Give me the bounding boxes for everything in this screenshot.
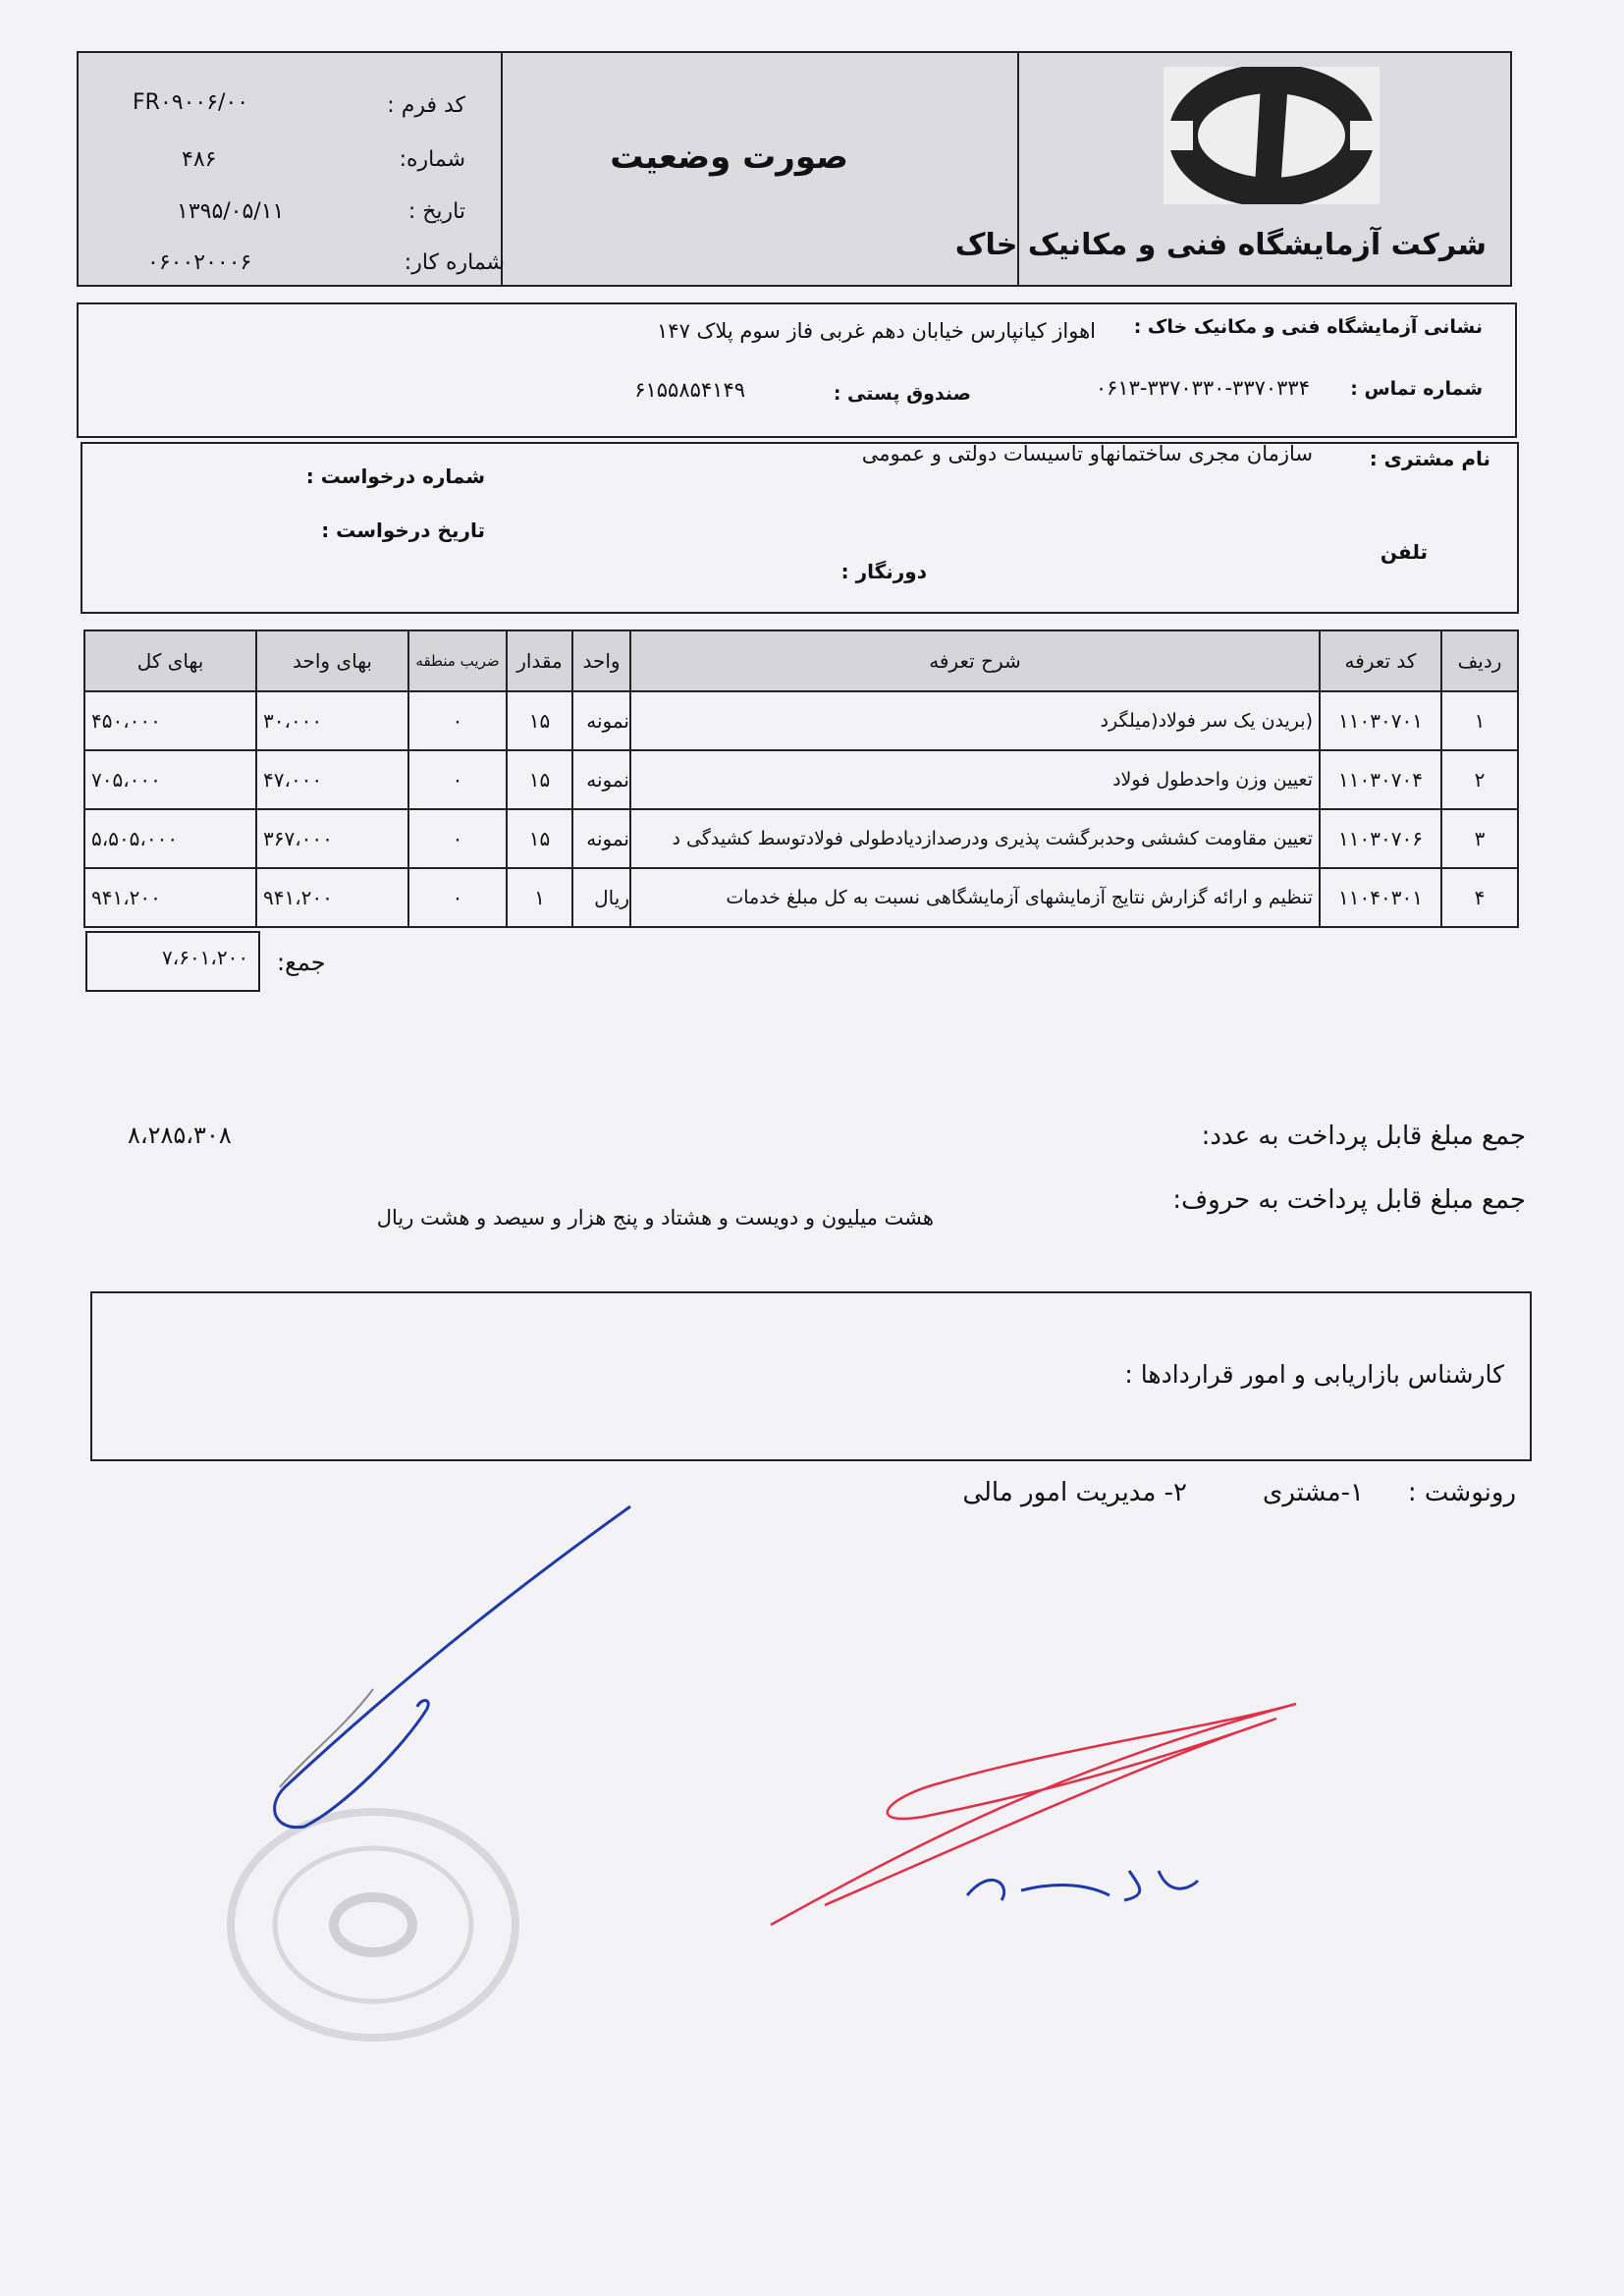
page-title: صورت وضعیت xyxy=(610,137,848,177)
table-cell: ۵،۵۰۵،۰۰۰ xyxy=(84,809,256,868)
pobox-value: ۶۱۵۵۸۵۴۱۴۹ xyxy=(634,378,745,402)
payable-words-label: جمع مبلغ قابل پرداخت به حروف: xyxy=(1172,1185,1526,1215)
expert-label: کارشناس بازاریابی و امور قراردادها : xyxy=(1124,1360,1504,1389)
table-cell: نمونه xyxy=(572,750,630,809)
table-cell: ۱۵ xyxy=(507,750,572,809)
payable-words: هشت میلیون و دویست و هشتاد و پنج هزار و سیصد و هشت ریال xyxy=(376,1206,934,1230)
table-cell: ۴۵۰،۰۰۰ xyxy=(84,691,256,750)
request-number-label: شماره درخواست : xyxy=(305,465,485,488)
request-date-label: تاریخ درخواست : xyxy=(321,519,485,542)
table-cell: ۰ xyxy=(408,691,507,750)
table-cell: ۰ xyxy=(408,750,507,809)
table-cell: ۱ xyxy=(1441,691,1518,750)
table-cell: ۱۱۰۳۰۷۰۱ xyxy=(1320,691,1441,750)
table-cell: ۳۰،۰۰۰ xyxy=(256,691,408,750)
company-logo xyxy=(1164,67,1380,204)
copy-recipient: ۱-مشتری xyxy=(1262,1478,1364,1507)
table-cell: ۴ xyxy=(1441,868,1518,927)
table-row xyxy=(84,809,1518,868)
table-row xyxy=(84,868,1518,927)
col-header: بهای کل xyxy=(84,630,256,691)
pobox-label: صندوق پستی : xyxy=(833,383,971,405)
table-cell: ۳ xyxy=(1441,809,1518,868)
form-code-label: کد فرم : xyxy=(387,93,465,118)
col-header: ضریب منطقه xyxy=(408,630,507,691)
table-cell: ۷۰۵،۰۰۰ xyxy=(84,750,256,809)
table-cell: ۱۱۰۳۰۷۰۴ xyxy=(1320,750,1441,809)
address-label: نشانی آزمایشگاه فنی و مکانیک خاک : xyxy=(1133,316,1483,338)
red-signature xyxy=(766,1689,1316,1944)
phone-label: شماره تماس : xyxy=(1350,378,1483,400)
table-cell: ۱۱۰۳۰۷۰۶ xyxy=(1320,809,1441,868)
number-label: شماره: xyxy=(399,147,465,172)
col-header: شرح تعرفه xyxy=(630,630,1320,691)
copies-label: رونوشت : xyxy=(1407,1478,1516,1507)
date-label: تاریخ : xyxy=(407,199,465,224)
table-cell: ۱۵ xyxy=(507,691,572,750)
sum-value: ۷،۶۰۱،۲۰۰ xyxy=(162,946,249,969)
table-cell: (بریدن یک سر فولاد(میلگرد xyxy=(630,691,1320,750)
table-cell: ۴۷،۰۰۰ xyxy=(256,750,408,809)
table-cell: تعیین مقاومت کششی وحدبرگشت پذیری ودرصدازدیادطولی فولادتوسط کشیدگی د xyxy=(630,809,1320,868)
table-cell: تعیین وزن واحدطول فولاد xyxy=(630,750,1320,809)
table-cell: نمونه xyxy=(572,691,630,750)
table-cell: ۱۱۰۴۰۳۰۱ xyxy=(1320,868,1441,927)
number-value: ۴۸۶ xyxy=(182,147,217,172)
table-cell: ۱۵ xyxy=(507,809,572,868)
table-cell: ۰ xyxy=(408,868,507,927)
customer-name: سازمان مجری ساختمانهاو تاسیسات دولتی و عمومی xyxy=(861,442,1313,465)
payable-number-label: جمع مبلغ قابل پرداخت به عدد: xyxy=(1201,1121,1526,1151)
job-number-label: شماره کار: xyxy=(404,250,505,275)
customer-phone-label: تلفن xyxy=(1380,540,1428,564)
table-cell: ۹۴۱،۲۰۰ xyxy=(256,868,408,927)
phone-value: ۰۶۱۳-۳۳۷۰۳۳۰-۳۳۷۰۳۳۴ xyxy=(1095,376,1310,400)
date-value: ۱۳۹۵/۰۵/۱۱ xyxy=(177,199,285,224)
table-cell: ۰ xyxy=(408,809,507,868)
col-header: واحد xyxy=(572,630,630,691)
customer-name-label: نام مشتری : xyxy=(1369,447,1490,470)
table-cell: تنظیم و ارائه گزارش نتایج آزمایشهای آزمایشگاهی نسبت به کل مبلغ خدمات xyxy=(630,868,1320,927)
table-cell: ۲ xyxy=(1441,750,1518,809)
table-cell: نمونه xyxy=(572,809,630,868)
sum-label: جمع: xyxy=(277,949,326,976)
table-cell: ۹۴۱،۲۰۰ xyxy=(84,868,256,927)
col-header: بهای واحد xyxy=(256,630,408,691)
items-table xyxy=(83,629,1519,928)
col-header: مقدار xyxy=(507,630,572,691)
job-number-value: ۰۶۰۰۲۰۰۰۶ xyxy=(147,250,252,275)
table-row xyxy=(84,691,1518,750)
table-cell: ریال xyxy=(572,868,630,927)
payable-number: ۸،۲۸۵،۳۰۸ xyxy=(128,1121,232,1149)
address-value: اهواز کیانپارس خیابان دهم غربی فاز سوم پلاک ۱۴۷ xyxy=(657,319,1096,343)
col-header: ردیف xyxy=(1441,630,1518,691)
copy-recipient: ۲- مدیریت امور مالی xyxy=(962,1478,1187,1507)
table-cell: ۳۶۷،۰۰۰ xyxy=(256,809,408,868)
company-name: شرکت آزمایشگاه فنی و مکانیک خاک xyxy=(954,228,1487,262)
table-cell: ۱ xyxy=(507,868,572,927)
form-code-value: FR۰۹۰۰۶/۰۰ xyxy=(133,90,249,115)
table-row xyxy=(84,750,1518,809)
fax-label: دورنگار : xyxy=(840,560,927,583)
col-header: کد تعرفه xyxy=(1320,630,1441,691)
table-header-row xyxy=(84,630,1518,691)
customer-box xyxy=(81,442,1519,614)
blue-signature xyxy=(245,1493,658,1846)
